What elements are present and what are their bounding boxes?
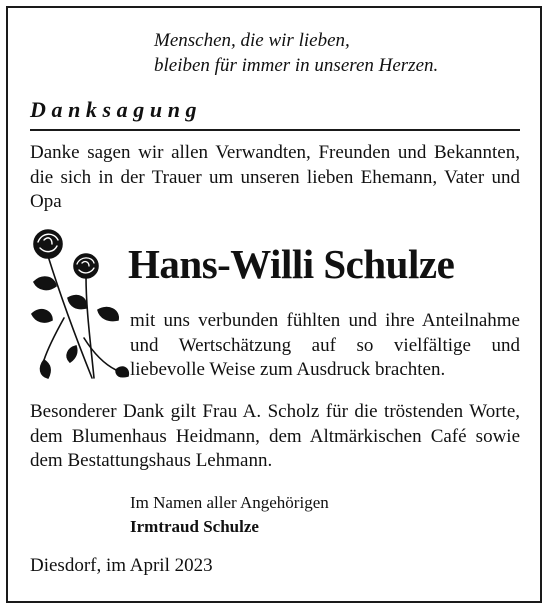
heading-divider [30,129,520,131]
signer-name: Irmtraud Schulze [130,517,259,536]
gratitude-text: mit uns verbunden fühlten und ihre Anteilnahme und Wertschätzung auf so vielfältige und liebevolle Weise zum Ausdruck brachten. [130,310,520,380]
motto-line: Menschen, die wir lieben, [154,30,350,51]
deceased-name: Hans-Willi Schulze [128,241,455,287]
closing-block [130,491,510,539]
roses-illustration-icon [24,218,134,388]
motto [154,28,534,78]
closing-intro: Im Namen aller Angehörigen [130,493,329,512]
place-date: Diesdorf, im April 2023 [30,555,213,576]
heading: Danksagung [30,97,203,122]
special-thanks-text: Besonderer Dank gilt Frau A. Scholz für die tröstenden Worte, dem Blumenhaus Heidmann, dem Altmärkischen Café sowie dem Bestattungshaus Lehmann. [30,401,520,471]
motto-line: bleiben für immer in unseren Herzen. [154,55,439,76]
intro-text: Danke sagen wir allen Verwandten, Freunden und Bekannten, die sich in der Trauer um unseren lieben Ehemann, Vater und Opa [30,142,520,212]
